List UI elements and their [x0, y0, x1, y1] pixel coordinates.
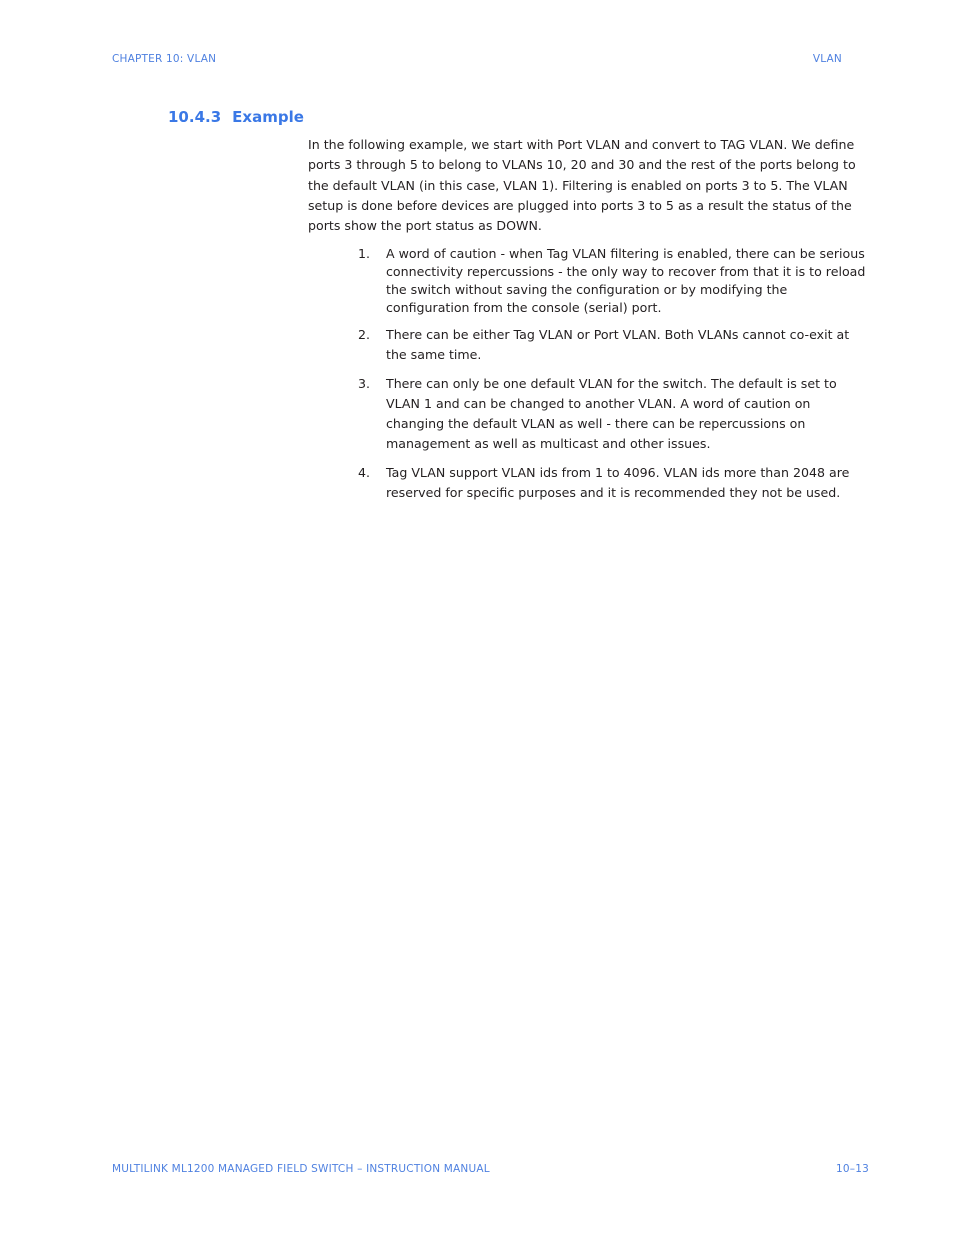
intro-paragraph: In the following example, we start with Port VLAN and convert to TAG VLAN. We define ports 3 through 5 to belong to VLANs 10, 20 and 30 and the rest of the ports belong to the default VLAN (in this case, VLAN 1). Filtering is enabled on ports 3 to 5. The VLAN setup is done before devices are plugged into ports 3 to 5 as a result the status of the ports show the port status as DOWN. [308, 137, 856, 234]
running-footer [112, 1163, 869, 1175]
list-item-number: 2. [358, 327, 371, 342]
list-item [358, 374, 870, 455]
list-item-number: 3. [358, 375, 371, 391]
list-item-text: Tag VLAN support VLAN ids from 1 to 4096. VLAN ids more than 2048 are reserved for specific purposes and it is recommended they not be used. [386, 464, 850, 501]
list-item-text: A word of caution - when Tag VLAN filtering is enabled, there can be serious connectivity repercussions - the only way to recover from that it is to reload the switch without saving the configuration or by modifying the configuration from the console (serial) port. [386, 246, 866, 315]
list-item [358, 245, 870, 317]
list-item-number: 1. [358, 246, 371, 261]
header-section: VLAN [812, 53, 842, 65]
running-header [112, 53, 842, 65]
list-item-number: 4. [358, 464, 371, 480]
footer-manual-title: MULTILINK ML1200 MANAGED FIELD SWITCH – INSTRUCTION MANUAL [112, 1163, 490, 1175]
list-item-text: There can only be one default VLAN for the switch. The default is set to VLAN 1 and can be changed to another VLAN. A word of caution on changing the default VLAN as well - there can be repercussions on management as well as multicast and other issues. [386, 375, 837, 452]
section-number: 10.4.3 [168, 108, 222, 126]
list-item-text: There can be either Tag VLAN or Port VLAN. Both VLANs cannot co-exit at the same time. [386, 327, 850, 363]
list-item [358, 463, 870, 504]
section-title: Example [232, 108, 304, 126]
header-chapter: CHAPTER 10: VLAN [112, 53, 217, 65]
page-number: 10–13 [836, 1163, 869, 1175]
list-item [358, 325, 870, 366]
section-heading [168, 108, 304, 126]
caution-list [358, 245, 870, 511]
